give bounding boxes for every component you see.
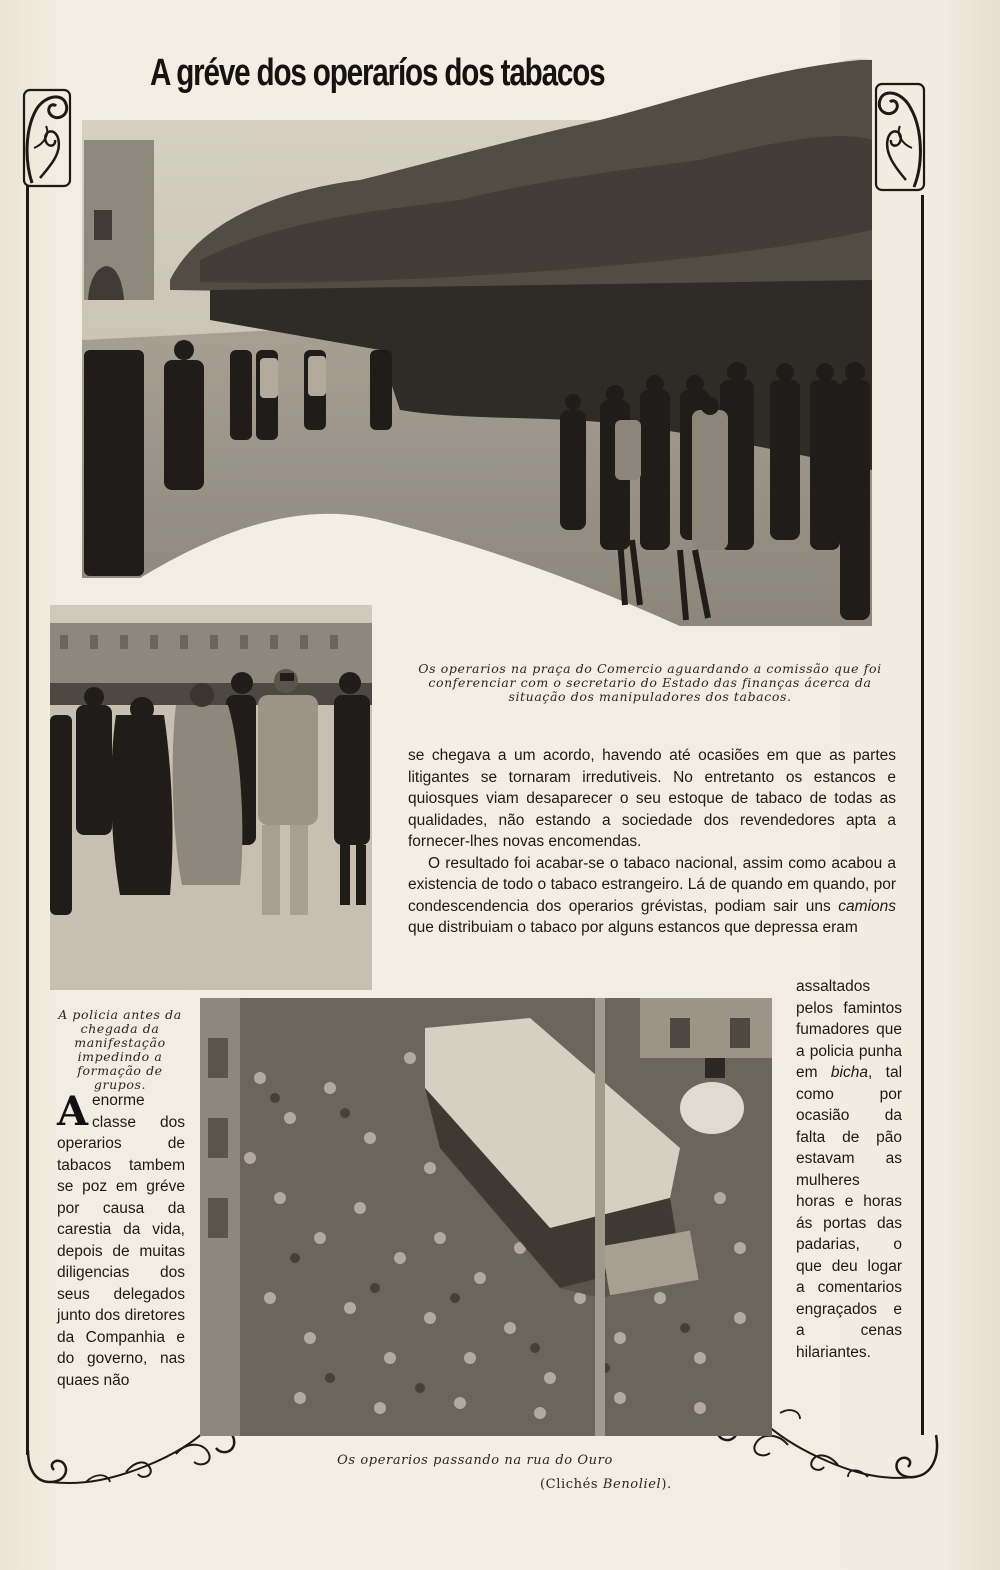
- paragraph: se chegava a um acordo, havendo até ocasiões em que as partes litigantes se tornaram irredutiveis. No entretanto os estancos e quiosques viam desaparecer o seu estoque de tabaco de todas as qualidades, não estando a sociedade dos revendedores apta a fornecer-lhes novas encomendas.: [408, 747, 896, 850]
- paragraph-text: O resultado foi acabar-se o tabaco nacional, assim como acabou a existencia de todo o tabaco estrangeiro. Lá de quando em quando, por condescendencia dos operarios grévistas, podiam sair uns: [408, 854, 896, 915]
- body-text-left-column: [57, 1090, 185, 1391]
- column-text: enorme classe dos operarios de tabacos tambem se poz em gréve por causa da carestia da vida, depois de muitas diligencias dos seus delegados junto dos diretores da Companhia e do governo, nas quaes não: [57, 1092, 185, 1389]
- paragraph-text: que distribuiam o tabaco por alguns estancos que depressa eram: [408, 919, 858, 936]
- drop-cap: A: [57, 1088, 89, 1135]
- right-border-line: [921, 195, 924, 1435]
- caption-rua-do-ouro: Os operarios passando na rua do Ouro: [337, 1453, 613, 1468]
- scroll-ornament-icon: [874, 82, 926, 192]
- credit-name: Benoliel: [602, 1477, 662, 1492]
- credit-suffix: ).: [661, 1477, 672, 1492]
- paragraph: [408, 853, 896, 939]
- left-border-line: [26, 185, 29, 1455]
- caption-praca-comercio: Os operarios na praça do Comercio aguardando a comissão que foi conferenciar com o secretario do Estado das finanças ácerca da situação dos manipuladores dos tabacos.: [418, 661, 882, 704]
- caption-policia: A policia antes da chegada da manifestação impedindo a formação de grupos.: [58, 1007, 182, 1092]
- body-text-right-column: [796, 976, 902, 1363]
- photo-praca-comercio: [80, 50, 874, 628]
- scroll-ornament-icon: [22, 88, 72, 188]
- photo-rua-do-ouro: [200, 998, 772, 1436]
- body-text-upper: [408, 745, 896, 939]
- photo-credit: [540, 1478, 740, 1492]
- column-emphasis: bicha: [830, 1064, 868, 1081]
- column-text: , tal como por ocasião da falta de pão estavam as mulheres horas e horas ás portas das padarias, o que deu logar a comentarios engraçados e a cenas hilariantes.: [796, 1064, 903, 1361]
- column-text: assaltados pelos famintos fumadores que a policia punha em: [796, 978, 902, 1081]
- article-title: A gréve dos operaríos dos tabacos: [150, 52, 605, 94]
- credit-prefix: (Clichés: [540, 1477, 603, 1492]
- photo-policia: [50, 605, 372, 990]
- paragraph-emphasis: camions: [838, 897, 896, 915]
